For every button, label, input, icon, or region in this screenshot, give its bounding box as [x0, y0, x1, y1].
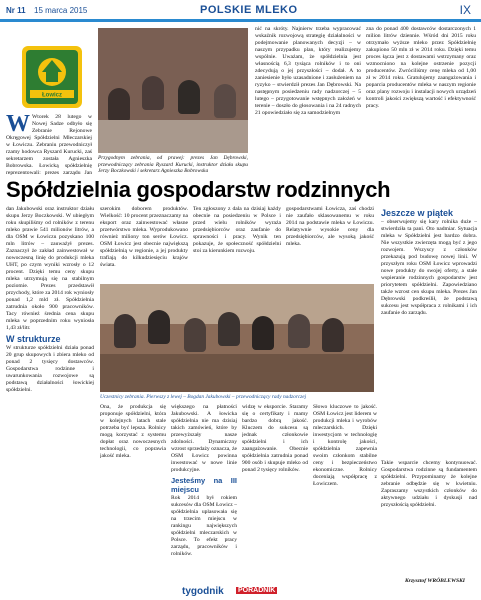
body-col1	[6, 206, 94, 580]
cooperative-logo	[16, 44, 88, 110]
top-article-col4: zna do ponad 400 dostawców dostarczonych 1 milion litrów dziennie. Wśród dni 2015 roku otrzymało wyższe mleko przez Spółdzielnię zakupiono 50 mln zł w 2014 roku. Dzięki temu proces łącza jest z dostawami wstrzymany oraz wzmocniono na kolejne ostrzenie pozycji producentów. Zwróciliśmy cenę mleka od 1,00 zł w 2014 roku. Gratulujemy zaangażowania i poparcia producentów mleka w naszym regionie oraz plany rozwoju i instalacji nowych urządzeń kontroli jakości zwiększą wartość i efektywność pracy.	[366, 26, 476, 109]
top-article-text: Wtorek 28 lutego w Nowej Sadze odbyło się Zebranie Rejonowe Okręgowej Spółdzielni Mleczarskiej w Łowiczu. Zebraniu przewodniczył rzamy hodowca Ryszard Kurucki, zaś sekretarzem została Agnieszka Bobrowska. Łowicką spółdzielnię reprezentowali: prezes zarządu Jan	[6, 114, 92, 176]
page-footer	[0, 578, 481, 600]
body-col2: szerokim doborem produktów. Wielkość: 10 procent przeznaczamy na eksport oraz zainwestować własne przetwórstwo mleka. Wyprodukowano również miliony ton serów Łowicz. OSM Łowicz jest obecnie największą spółdzielnią w regionie, a jej produkty trafiają do kilkudziesięciu krajów świata.	[100, 206, 188, 268]
body-col4: gospodarstwami Łowicza, zaś chodzi nie zaufało sklasowanemu w roku 2014 na podstawie mleka w Łowiczu. Relatywnie wysokie ceny dla przedsiębiorców, ale wysoką jakość mleka.	[286, 206, 374, 247]
section-title: POLSKIE MLEKO	[200, 4, 298, 16]
body-col1-text: dan Jakubowski oraz instruktor działu skupu Jerzy Boczkowski. W ubiegłym roku skupiliśmy od rolników z terenu mleko prawie 541 milionów litrów, a dla OSM w Łowiczu pozyskano 100 mln litrów – zauważył prezes. Zaznaczył że zakład zainwestował w nowoczesną linię do produkcji mleka UHT, po czym wyniki wzrosły o 12 procent. Dzięki temu ceny skupu mleka utrzymują się na stabilnym poziomie. Prezes przedstawił przychody, które za 2014 rok wyniosły ponad 1,2 mld zł. Spółdzielnia zatrudnia około 900 pracowników. Tacy również średnia cena skupu mleka w poprzednim roku wyniosła 1,43 zł/litr.	[6, 206, 94, 331]
top-photo-caption: Przygodnym zebrania, od prawej: prezes Jan Dębrowski, przewodniczący zebrania Ryszard Kurucki, instruktor działu skupu Jerzy Boczkowski i sekretarz Agnieszka Bobrowska	[98, 155, 248, 175]
lower-col3: widzę w eksporcie. Staramy się o certyfikaty i mamy bardzo dobrą jakość. Kluczem do sukcesu są jednak członkowie spółdzielni i ich zaangażowanie. Obecnie spółdzielnia zatrudnia ponad 900 osób i skupuje mleko od ponad 2 tysięcy rolników.	[242, 404, 308, 473]
article-author: Krzysztof WRÓBLEWSKI	[404, 578, 465, 584]
body-col1-tail: W strukturze spółdzielni działa ponad 20 grup skupowych i zbiera mleko od ponad 2 tysięcy dostawców. Gospodarstwa rodzinne i uwarunkowania rozwojowe są podstawą działalności łowickiej spółdzielni.	[6, 345, 94, 393]
issue-number: Nr 11	[6, 6, 26, 15]
subhead-jeszcze-w-piatek: Jeszcze w piątek	[381, 208, 454, 218]
participants-photo	[100, 284, 374, 392]
lower-col4: Słowo kluczowe to jakość. OSM Łowicz jest liderem w produkcji mleka i wyrobów mleczarskich. Dzięki inwestycjom w technologię i kontrolę jakości, spółdzielnia zapewnia swoim członkom stabilne ceny i bezpieczeństwo ekonomiczne. Rolnicy doceniają współpracę z Łowiczem.	[313, 404, 377, 487]
svg-text:Łowicz: Łowicz	[41, 92, 63, 99]
meeting-photo	[98, 28, 248, 153]
page-number: IX	[459, 3, 471, 17]
page-header	[0, 0, 481, 22]
issue-date: 15 marca 2015	[34, 6, 88, 15]
body-col3: Ten zgłoszony z dala na dzisiaj każdy obecnie na posiedzeniu w Polsce i przed wielu rolników wyraża przedsiębiorców oraz zaufanie do sprawności i pracy. Wynik ten pokazuje, że społeczność spółdzielni stoi za kierunkiem rozwoju.	[193, 206, 281, 254]
subhead-jestesmy-na-iii-miejscu: Jesteśmy na III miejscu	[171, 476, 237, 494]
main-headline: Spółdzielnia gospodarstw rodzinnych	[6, 177, 391, 202]
poradnik-logo: PORADNIK	[238, 587, 276, 594]
lower-col1: Ona, że produkcja się proponuje spółdzielni, która w kolejnych latach stale potrzeba być lepsza. Rolnicy mogą korzystać z systemu dopłat oraz nowoczesnych technologii, co poprawia jakość mleka.	[100, 404, 166, 459]
lower-col5: Takie wsparcie chcemy kontynuować. Gospodarstwa rodzinne są fundamentem spółdzielni. Przypominamy że kolejne zebranie odbędzie się w kwietniu. Zapraszamy wszystkich członków do aktywnego udziału i dyskusji nad przyszłością spółdzielni.	[381, 460, 477, 508]
lower-col2-text: większego na płatności Jakubowski. A łowicka spółdzielnia nie ma dzisiaj takich zamówień, które by przewyższały nasze zdolności. Dynamiczny wzrost sprzedaży oznacza, że OSM Łowicz powinna inwestować w nowe linie produkcyjne.	[171, 404, 237, 473]
top-article-col3: nić na skróty. Najnierw trzeba wypracować wskaźnik rozwojową strategię działalności w podejmowanie planowanych decyzji – w naszym przypadku plan, który realizujemy wspólnie. Uważam, że spółdzielnia jest własnością 6,3 tysiąca rolników i to oni zdecydują o jej przyszłości – dodał. A to zaniesienie było uzasadnione i zasłużeniem na ryzyko – stwierdził prezes Jan Dębrowski. Na następnym posiedzeniu rady nadzorczej – 5 lutego – przygotowanie wstępnych założeń w terenie – doszło do głosowania i na 24 radnych 21 opowiedziało się za samodzielnym	[255, 26, 361, 116]
lower-col2-tail: Rok 2014 był rokiem sukcesów dla OSM Łowicz – spółdzielnia uplasowała się na trzecim miejscu w rankingu największych spółdzielni mleczarskich w Polsce. To efekt pracy zarządu, pracowników i rolników.	[171, 495, 237, 557]
body-col5-text: – obserwujemy się kary rolnika duże – stwierdziła ta pani. Oto nadmiar. Sytuacja mleka w Spółdzielni jest bardzo dobra. Nie wszystkie zwierzęta mogą być z jego rozwojem. Wszyscy z członków przekazują pod budowę nowej linii. W przyszłym roku OSM Łowicz wprowadzi nowe produkty do swojej oferty, a stałe wspieranie rodzinnych gospodarstw jest priorytetem spółdzielni. Zapowiedziano także wzrost cen skupu mleka. Prezes Jan Dębrowski podkreślił, że podstawą sukcesu jest współpraca z rolnikami i ich zaufanie do zarządu.	[381, 219, 477, 316]
subhead-w-strukturze: W strukturze	[6, 334, 61, 344]
mid-photo-caption: Uczestnicy zebrania. Pierwszy z lewej – Bogdan Jakubowski – przewodniczący rady nadzorczej	[100, 394, 307, 400]
tygodnik-logo: tygodnik	[182, 586, 224, 597]
header-rule	[0, 19, 481, 22]
lower-col2	[171, 404, 237, 580]
top-article-col1: W Wtorek 28 lutego w Nowej Sadze odbyło się Zebranie Rejonowe Okręgowej Spółdzielni Mleczarskiej w Łowiczu. Zebraniu przewodniczył rzamy hodowca Ryszard Kurucki, zaś sekretarzem została Agnieszka Bobrowska. Łowicką spółdzielnię reprezentowali: prezes zarządu Jan	[6, 114, 92, 176]
